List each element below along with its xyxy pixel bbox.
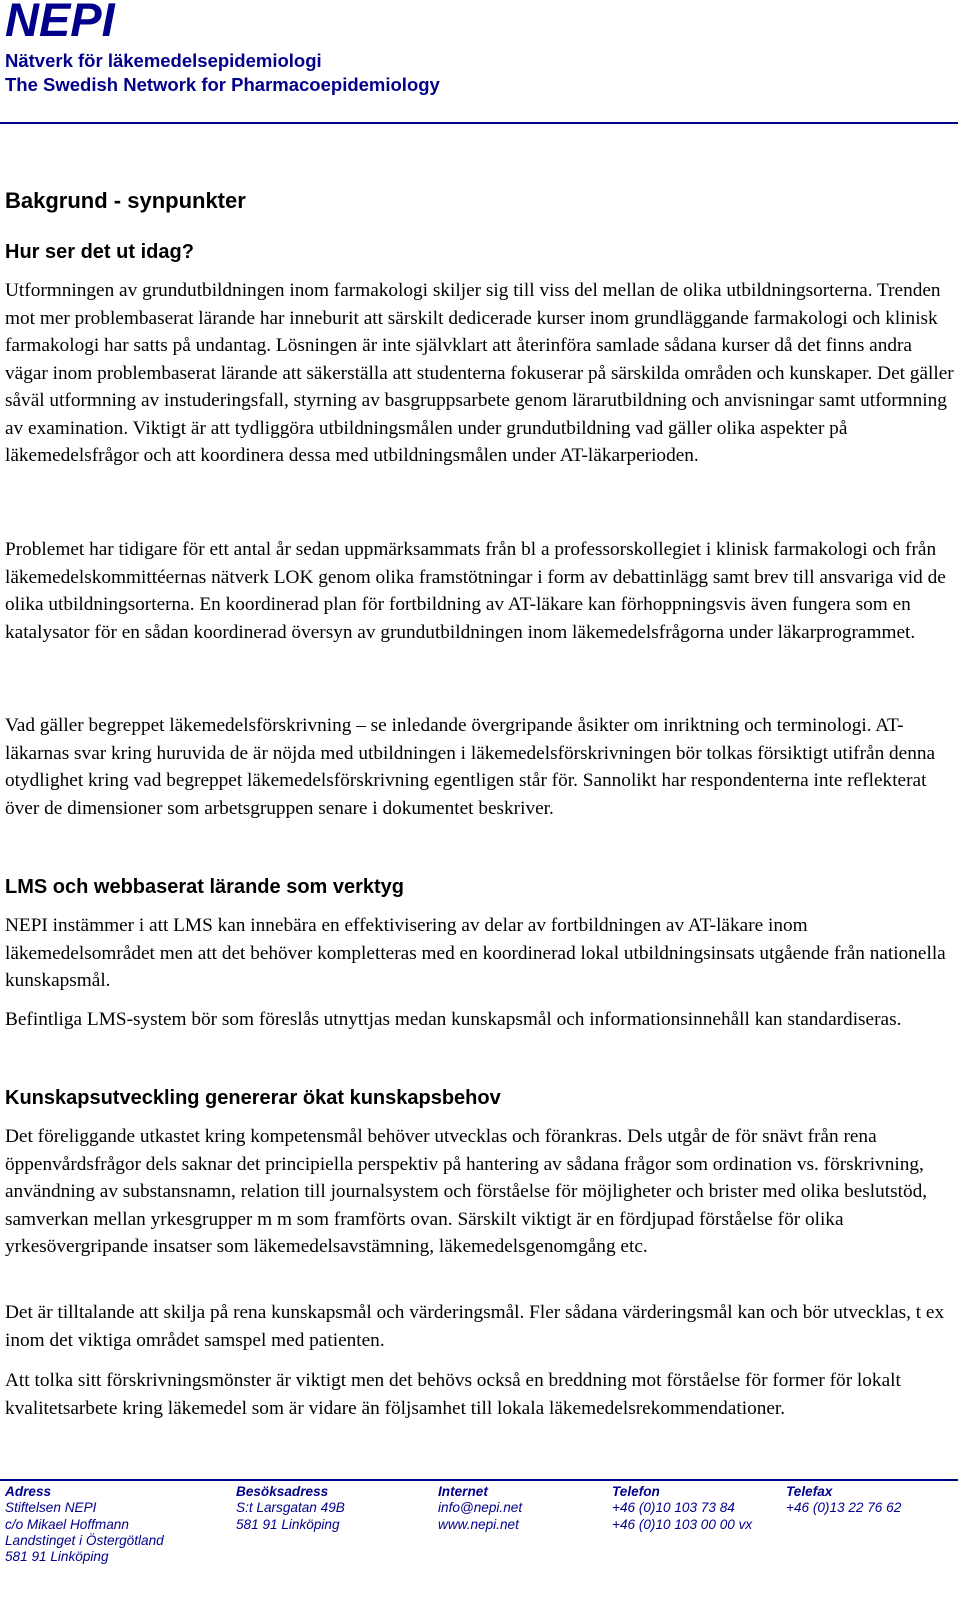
footer-visit-line: 581 91 Linköping — [236, 1516, 340, 1532]
paragraph: Det föreliggande utkastet kring kompetensmål behöver utvecklas och förankras. Dels utgår de för snävt från rena öppenvårdsfrågor dels saknar det principiella perspektiv på hantering av sådana frågor som ordination vs. förskrivning, användning av substansnamn, relation till journalsystem och förståelse för möjligheter och brister med olika beslutstöd, samverkan mellan yrkesgrupper m m som framförts ovan. Särskilt viktigt är en fördjupad förståelse för olika yrkesövergripande insatser som läkemedelsavstämning, läkemedelsgenomgång etc. — [5, 1126, 928, 1257]
footer-address-line: Stiftelsen NEPI — [5, 1500, 97, 1516]
footer-phone-line: +46 (0)10 103 73 84 — [612, 1500, 735, 1516]
footer-website-link[interactable]: www.nepi.net — [438, 1516, 519, 1532]
footer-fax-label: Telefax — [786, 1484, 833, 1499]
footer-address-label: Adress — [5, 1484, 52, 1499]
subtitle-swedish: Nätverk för läkemedelsepidemiologi — [5, 50, 322, 71]
paragraph: Att tolka sitt förskrivningsmönster är viktigt men det behövs också en breddning mot förståelse för former för lokalt kvalitetsarbete kring läkemedel som är vidare än följsamhet till lokala läkemedelsrekommendationer. — [5, 1370, 901, 1419]
subtitle-english: The Swedish Network for Pharmacoepidemiology — [5, 74, 440, 95]
footer-divider — [0, 1479, 958, 1481]
footer-phone — [612, 1484, 752, 1533]
paragraph: Befintliga LMS-system bör som föreslås utnyttjas medan kunskapsmål och informationsinnehåll kan standardiseras. — [5, 1009, 902, 1030]
paragraph: Utformningen av grundutbildningen inom farmakologi skiljer sig till viss del mellan de olika utbildningsorterna. Trenden mot mer problembaserat lärande har inneburit att särskilt dedicerade kurser inom grundläggande farmakologi och klinisk farmakologi har satts på undantag. Lösningen är inte självklart att återinföra samlade sådana kurser då det finns andra vägar inom problembaserat lärande att säkerställa att studenterna fokuserar på särskilda områden och kunskaper. Det gäller såväl utformning av instuderingsfall, styrning av basgruppsarbete genom lärarutbildning och anvisningar samt utformning av examination. Viktigt är att tydliggöra utbildningsmålen under grundutbildning vad gäller olika aspekter på läkemedelsfrågor och att koordinera dessa med utbildningsmålen under AT-läkarperioden. — [5, 280, 954, 466]
nepi-logo: NEPI — [5, 0, 115, 46]
section-title-knowledge: Kunskapsutveckling genererar ökat kunskapsbehov — [5, 1087, 501, 1109]
paragraph: NEPI instämmer i att LMS kan innebära en effektivisering av delar av fortbildningen av AT-läkare inom läkemedelsområdet men att det behöver kompletteras med en koordinerad lokal utbildningsinsats utgående från nationella kunskapsmål. — [5, 915, 946, 991]
paragraph: Problemet har tidigare för ett antal år sedan uppmärksammats från bl a professorskollegiet i klinisk farmakologi och från läkemedelskommittéernas nätverk LOK genom olika framstötningar i form av debattinlägg samt brev till ansvariga vid de olika utbildningsorterna. En koordinerad plan för fortbildning av AT-läkare kan förhoppningsvis även fungera som en katalysator för en sådan koordinerad översyn av grundutbildningen inom läkemedelsfrågorna under läkarprogrammet. — [5, 539, 946, 643]
footer-visit-address — [236, 1484, 345, 1533]
paragraph: Det är tilltalande att skilja på rena kunskapsmål och värderingsmål. Fler sådana värderingsmål kan och bör utvecklas, t ex inom det viktiga området samspel med patienten. — [5, 1302, 945, 1351]
footer-internet-label: Internet — [438, 1484, 488, 1499]
section-title-current-state: Hur ser det ut idag? — [5, 241, 194, 263]
footer-phone-label: Telefon — [612, 1484, 660, 1499]
footer-address-line: Landstinget i Östergötland — [5, 1532, 164, 1548]
footer-address — [5, 1484, 164, 1565]
footer-email-link[interactable]: info@nepi.net — [438, 1500, 523, 1516]
footer-address-line: c/o Mikael Hoffmann — [5, 1516, 129, 1532]
footer-phone-line: +46 (0)10 103 00 00 vx — [612, 1516, 753, 1532]
footer-fax-line: +46 (0)13 22 76 62 — [786, 1500, 902, 1516]
page-heading: Bakgrund - synpunkter — [5, 188, 246, 213]
section-title-lms: LMS och webbaserat lärande som verktyg — [5, 876, 405, 898]
footer-address-line: 581 91 Linköping — [5, 1549, 109, 1565]
footer-visit-label: Besöksadress — [236, 1484, 329, 1499]
header-divider — [0, 122, 958, 124]
footer-internet — [438, 1484, 522, 1533]
paragraph: Vad gäller begreppet läkemedelsförskrivning – se inledande övergripande åsikter om inriktning och terminologi. AT-läkarnas svar kring huruvida de är nöjda med utbildningen i läkemedelsförskrivningen bör tolkas försiktigt utifrån denna otydlighet kring vad begreppet läkemedelsförskrivning egentligen står för. Sannolikt har respondenterna inte reflekterat över de dimensioner som arbetsgruppen senare i dokumentet beskriver. — [5, 715, 936, 819]
footer-fax — [786, 1484, 901, 1517]
footer-visit-line: S:t Larsgatan 49B — [236, 1500, 345, 1516]
